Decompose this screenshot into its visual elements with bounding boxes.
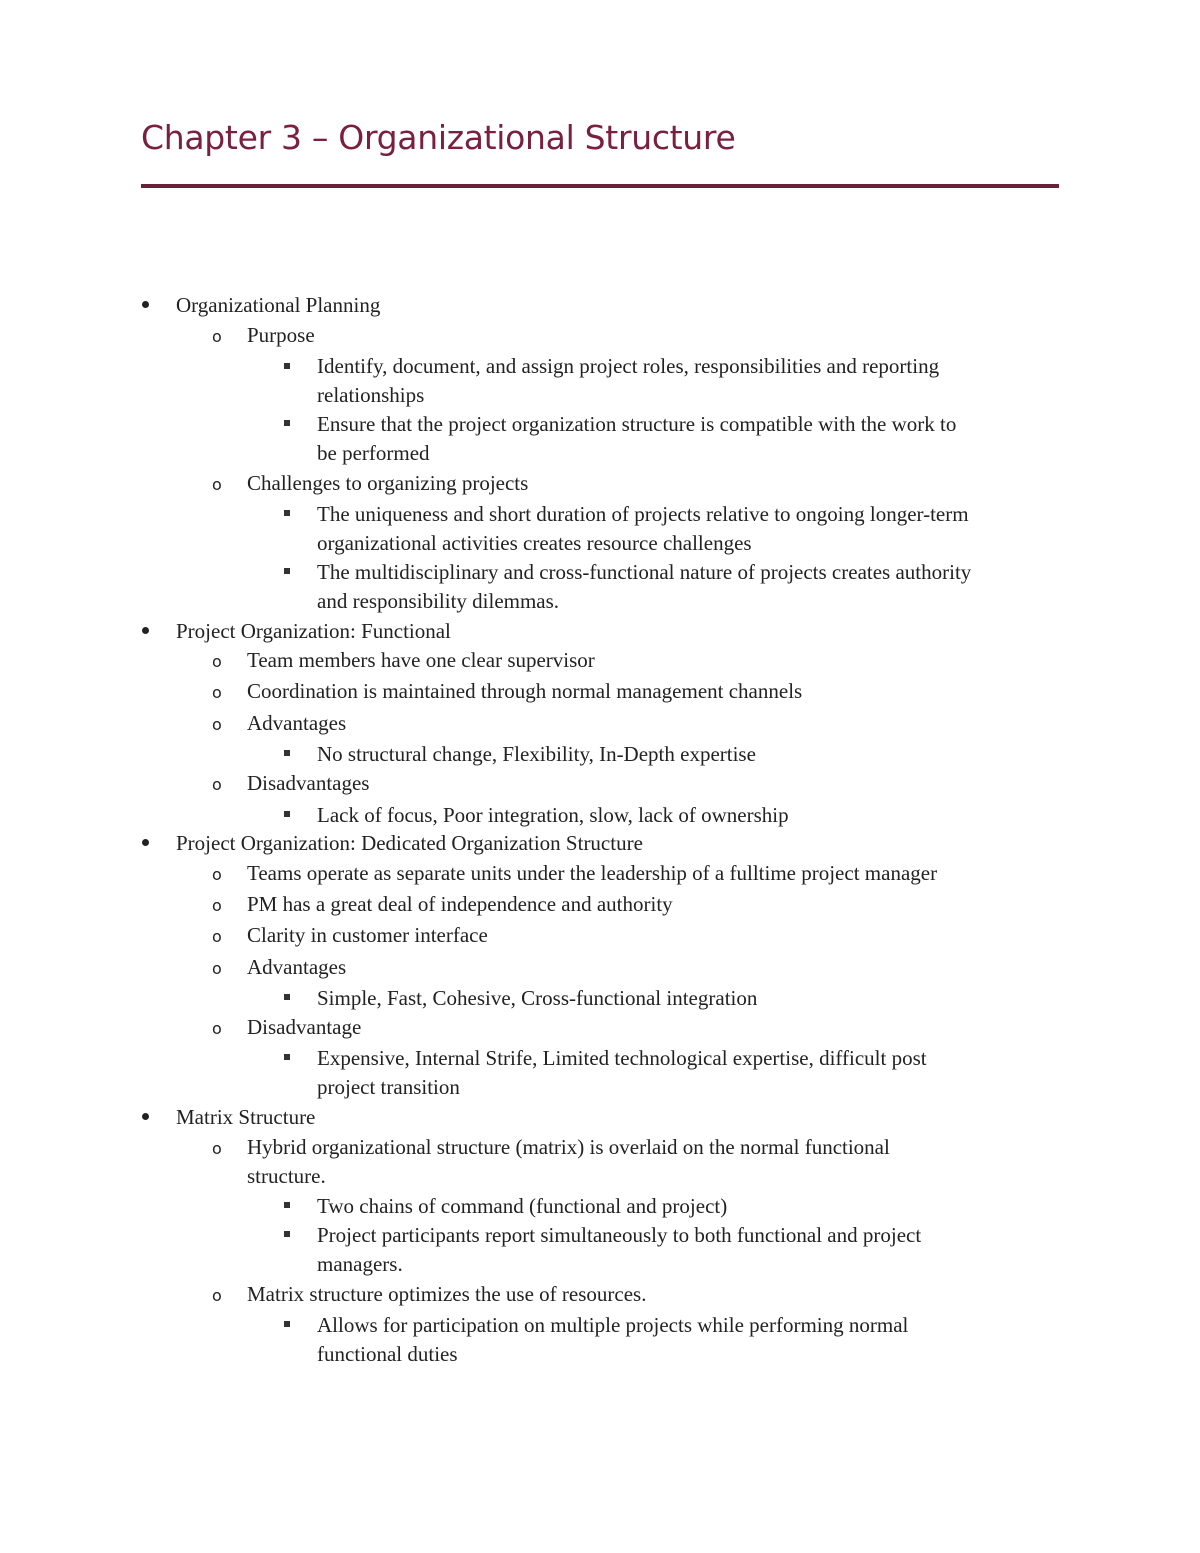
- list-item: Teams operate as separate units under the leadership of a fulltime project manager: [247, 861, 938, 885]
- bullet-square-icon: [284, 510, 290, 516]
- bullet-square-icon: [284, 420, 290, 426]
- list-item-continued: be performed: [317, 441, 430, 465]
- list-item-continued: project transition: [317, 1075, 460, 1099]
- bullet-square-icon: [284, 363, 290, 369]
- bullet-dot-icon: [142, 627, 149, 634]
- bullet-circle-icon: o: [212, 475, 222, 494]
- bullet-dot-icon: [142, 301, 149, 308]
- list-item: Identify, document, and assign project roles, responsibilities and reporting: [317, 354, 940, 378]
- list-item: PM has a great deal of independence and authority: [247, 892, 673, 916]
- title-divider: [141, 184, 1059, 188]
- bullet-circle-icon: o: [212, 775, 222, 794]
- bullet-circle-icon: o: [212, 652, 222, 671]
- bullet-circle-icon: o: [212, 1019, 222, 1038]
- list-item: Allows for participation on multiple projects while performing normal: [317, 1313, 909, 1337]
- list-item-continued: organizational activities creates resource challenges: [317, 531, 752, 555]
- subsection-heading: Disadvantages: [247, 771, 370, 795]
- bullet-circle-icon: o: [212, 896, 222, 915]
- bullet-circle-icon: o: [212, 327, 222, 346]
- subsection-heading: Matrix structure optimizes the use of resources.: [247, 1282, 647, 1306]
- subsection-heading: Disadvantage: [247, 1015, 362, 1039]
- list-item-continued: and responsibility dilemmas.: [317, 589, 560, 613]
- list-item: Expensive, Internal Strife, Limited technological expertise, difficult post: [317, 1046, 927, 1070]
- bullet-circle-icon: o: [212, 959, 222, 978]
- subsection-heading: Hybrid organizational structure (matrix) is overlaid on the normal functional: [247, 1135, 890, 1159]
- section-heading: Project Organization: Functional: [176, 619, 451, 643]
- subsection-heading-continued: structure.: [247, 1164, 326, 1188]
- list-item-continued: relationships: [317, 383, 425, 407]
- bullet-circle-icon: o: [212, 865, 222, 884]
- section-heading: Project Organization: Dedicated Organization Structure: [176, 831, 643, 855]
- bullet-circle-icon: o: [212, 683, 222, 702]
- list-item: The uniqueness and short duration of projects relative to ongoing longer-term: [317, 502, 969, 526]
- bullet-dot-icon: [142, 839, 149, 846]
- bullet-square-icon: [284, 1321, 290, 1327]
- subsection-heading: Challenges to organizing projects: [247, 471, 529, 495]
- list-item: The multidisciplinary and cross-functional nature of projects creates authority: [317, 560, 972, 584]
- list-item: Coordination is maintained through normal management channels: [247, 679, 803, 703]
- bullet-square-icon: [284, 1231, 290, 1237]
- list-item: No structural change, Flexibility, In-Depth expertise: [317, 742, 756, 766]
- bullet-square-icon: [284, 568, 290, 574]
- page-title: Chapter 3 – Organizational Structure: [141, 118, 736, 157]
- list-item: Ensure that the project organization structure is compatible with the work to: [317, 412, 957, 436]
- bullet-square-icon: [284, 1054, 290, 1060]
- list-item-continued: managers.: [317, 1252, 403, 1276]
- subsection-heading: Purpose: [247, 323, 315, 347]
- bullet-circle-icon: o: [212, 1139, 222, 1158]
- bullet-square-icon: [284, 750, 290, 756]
- bullet-dot-icon: [142, 1113, 149, 1120]
- section-heading: Matrix Structure: [176, 1105, 316, 1129]
- list-item: Project participants report simultaneously to both functional and project: [317, 1223, 922, 1247]
- bullet-circle-icon: o: [212, 927, 222, 946]
- list-item-continued: functional duties: [317, 1342, 458, 1366]
- subsection-heading: Advantages: [247, 711, 347, 735]
- list-item: Clarity in customer interface: [247, 923, 488, 947]
- section-heading: Organizational Planning: [176, 293, 381, 317]
- bullet-circle-icon: o: [212, 1286, 222, 1305]
- list-item: Two chains of command (functional and project): [317, 1194, 728, 1218]
- subsection-heading: Advantages: [247, 955, 347, 979]
- list-item: Lack of focus, Poor integration, slow, lack of ownership: [317, 803, 789, 827]
- bullet-square-icon: [284, 1202, 290, 1208]
- bullet-circle-icon: o: [212, 715, 222, 734]
- bullet-square-icon: [284, 811, 290, 817]
- list-item: Team members have one clear supervisor: [247, 648, 595, 672]
- bullet-square-icon: [284, 994, 290, 1000]
- list-item: Simple, Fast, Cohesive, Cross-functional integration: [317, 986, 758, 1010]
